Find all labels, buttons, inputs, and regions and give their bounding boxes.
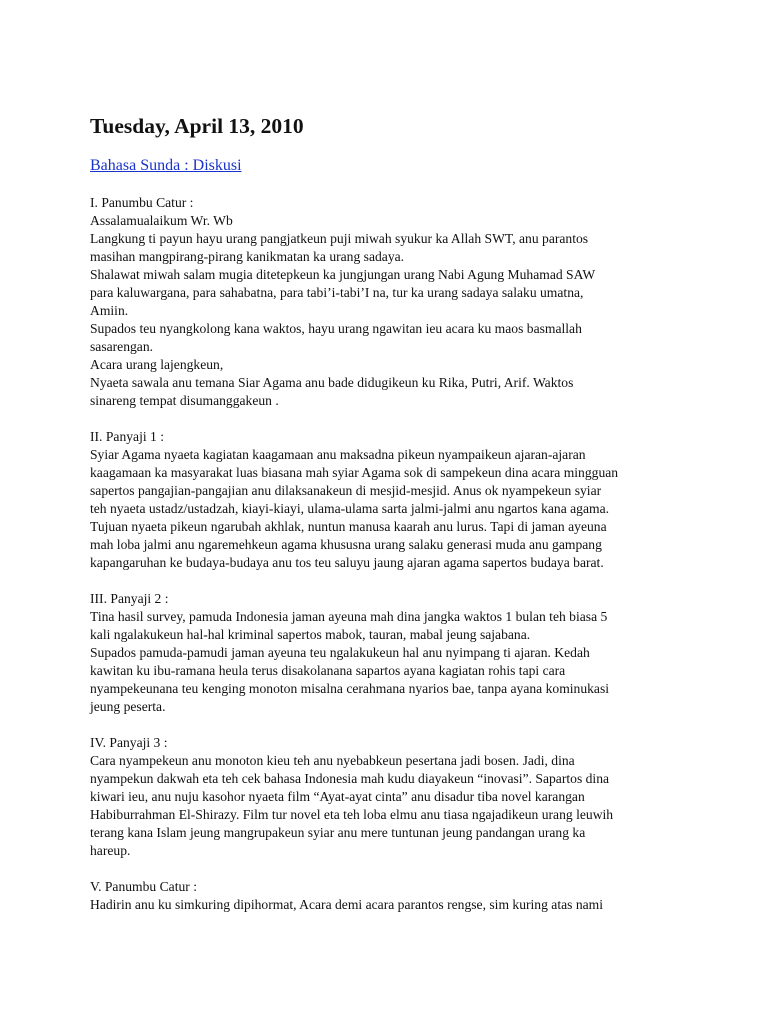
paragraph-line: Syiar Agama nyaeta kagiatan kaagamaan anu maksadna pikeun nyampaikeun ajaran-ajaran <box>90 447 586 462</box>
paragraph-line: Assalamualaikum Wr. Wb <box>90 213 233 228</box>
paragraph-line: Supados pamuda-pamudi jaman ayeuna teu ngalakukeun hal anu nyimpang ti ajaran. Kedah <box>90 645 590 660</box>
section-heading: V. Panumbu Catur : <box>90 879 197 894</box>
paragraph-line: mah loba jalmi anu ngaremehkeun agama khususna urang salaku generasi muda anu gampang <box>90 537 602 552</box>
paragraph-line: masihan mangpirang-pirang kanikmatan ka urang sadaya. <box>90 249 405 264</box>
paragraph-line: sasarengan. <box>90 339 154 354</box>
post-section <box>90 590 690 716</box>
paragraph-line: kawitan ku ibu-ramana heula terus disakolanana sapartos ayana kagiatan rohis tapi cara <box>90 663 566 678</box>
paragraph-line: Habiburrahman El-Shirazy. Film tur novel eta teh loba elmu anu tiasa ngajadikeun urang leuwih <box>90 807 614 822</box>
paragraph-line: sapertos pangajian-pangajian anu dilaksanakeun di mesjid-mesjid. Anus ok nyampekeun syiar <box>90 483 602 498</box>
paragraph-line: teh nyaeta ustadz/ustadzah, kiayi-kiayi, ulama-ulama sarta jalmi-jalmi anu ngartos kana agama. <box>90 501 610 516</box>
post-body <box>90 194 690 914</box>
paragraph-line: Cara nyampekeun anu monoton kieu teh anu nyebabkeun pesertana jadi bosen. Jadi, dina <box>90 753 575 768</box>
paragraph-line: kiwari ieu, anu nuju kasohor nyaeta film “Ayat-ayat cinta” anu disadur tiba novel karangan <box>90 789 585 804</box>
paragraph-line: kaagamaan ka masyarakat luas biasana mah syiar Agama sok di sampekeun dina acara mingguan <box>90 465 619 480</box>
post-section <box>90 878 690 914</box>
paragraph-line: jeung peserta. <box>90 699 166 714</box>
section-heading: IV. Panyaji 3 : <box>90 735 168 750</box>
paragraph-line: sinareng tempat disumanggakeun . <box>90 393 279 408</box>
section-heading: III. Panyaji 2 : <box>90 591 169 606</box>
date-heading: Tuesday, April 13, 2010 <box>90 114 304 138</box>
paragraph-line: Tina hasil survey, pamuda Indonesia jaman ayeuna mah dina jangka waktos 1 bulan teh biasa 5 <box>90 609 608 624</box>
paragraph-line: nyampekun dakwah eta teh cek bahasa Indonesia mah kudu diayakeun “inovasi”. Sapartos dina <box>90 771 610 786</box>
paragraph-line: terang kana Islam jeung mangrupakeun syiar anu mere tuntunan jeung pandangan urang ka <box>90 825 586 840</box>
paragraph-line: Tujuan nyaeta pikeun ngarubah akhlak, nuntun manusa kaarah anu lurus. Tapi di jaman ayeuna <box>90 519 607 534</box>
paragraph-line: Nyaeta sawala anu temana Siar Agama anu bade didugikeun ku Rika, Putri, Arif. Waktos <box>90 375 574 390</box>
section-heading: II. Panyaji 1 : <box>90 429 164 444</box>
post-section <box>90 428 690 572</box>
post-section <box>90 734 690 860</box>
paragraph-line: Langkung ti payun hayu urang pangjatkeun puji miwah syukur ka Allah SWT, anu parantos <box>90 231 589 246</box>
paragraph-line: hareup. <box>90 843 131 858</box>
paragraph-line: Shalawat miwah salam mugia ditetepkeun ka jungjungan urang Nabi Agung Muhamad SAW <box>90 267 596 282</box>
paragraph-line: Amiin. <box>90 303 129 318</box>
paragraph-line: para kaluwargana, para sahabatna, para tabi’i-tabi’I na, tur ka urang sadaya salaku umatna, <box>90 285 584 300</box>
paragraph-line: nyampekeunana teu kenging monoton misalna cerahmana nyarios bae, tanpa ayana kominukasi <box>90 681 610 696</box>
post-section <box>90 194 690 410</box>
section-heading: I. Panumbu Catur : <box>90 195 194 210</box>
paragraph-line: Acara urang lajengkeun, <box>90 357 224 372</box>
paragraph-line: Supados teu nyangkolong kana waktos, hayu urang ngawitan ieu acara ku maos basmallah <box>90 321 582 336</box>
blog-post <box>90 112 690 932</box>
paragraph-line: Hadirin anu ku simkuring dipihormat, Acara demi acara parantos rengse, sim kuring atas nami <box>90 897 604 912</box>
paragraph-line: kapangaruhan ke budaya-budaya anu tos teu saluyu jaung ajaran agama sapertos budaya barat. <box>90 555 604 570</box>
paragraph-line: kali ngalakukeun hal-hal kriminal sapertos mabok, tauran, mabal jeung sajabana. <box>90 627 531 642</box>
post-title-link[interactable]: Bahasa Sunda : Diskusi <box>90 157 242 174</box>
